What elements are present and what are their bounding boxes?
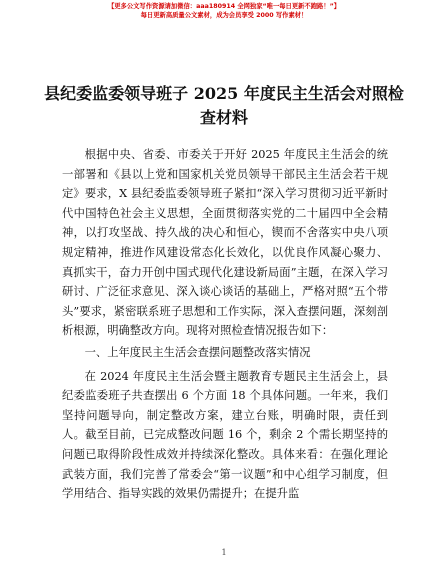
intro-paragraph: 根据中央、省委、市委关于开好 2025 年度民主生活会的统一部署和《县以上党和国家机关党员领导干部民主生活会若干规定》要求，X 县纪委监委领导班子紧扣“深入学习贯彻习近平新时代中国特色社会主义思想，全面贯彻落实党的二十届四中全会精神，以打攻坚战、持久战的决心和恒心，锲而不舍落实中央八项规定精神，推进作风建设常态化长效化，以优良作风凝心聚力、真抓实干，奋力开创中国式现代化建设新局面”主题，在深入学习研讨、广泛征求意见、深入谈心谈话的基础上，严格对照“五个带头”要求，紧密联系班子思想和工作实际，深入查摆问题，深刻剖析根源，明确整改方向。现将对照检查情况报告如下： [62, 148, 388, 338]
section-paragraph: 在 2024 年度民主生活会暨主题教育专题民主生活会上，县纪委监委班子共查摆出 6 个方面 18 个具体问题。一年来，我们坚持问题导向，制定整改方案，建立台账，明确时限，责任到人。截至目前，已完成整改问题 16 个，剩余 2 个需长期坚持的问题已取得阶段性成效并持续深化整改。具体来看：在强化理论武装方面，我们完善了常委会“第一议题”和中心组学习制度，但学用结合、指导实践的效果仍需提升；在提升监 [62, 369, 388, 501]
promo-banner-line-1: 【更多公文写作资源请加微信：aaa180914 全网独家“唯一每日更新不跑路！”】 [107, 3, 341, 10]
document-title: 县纪委监委领导班子 2025 年度民主生活会对照检查材料 [44, 84, 404, 127]
section-heading: 一、上年度民主生活会查摆问题整改落实情况 [84, 345, 311, 359]
page-number: 1 [221, 548, 227, 557]
promo-banner-line-2: 每日更新高质量公文素材，成为会员享受 2000 写作素材！ [140, 12, 308, 19]
document-body [62, 145, 388, 504]
promo-banner [0, 2, 448, 20]
